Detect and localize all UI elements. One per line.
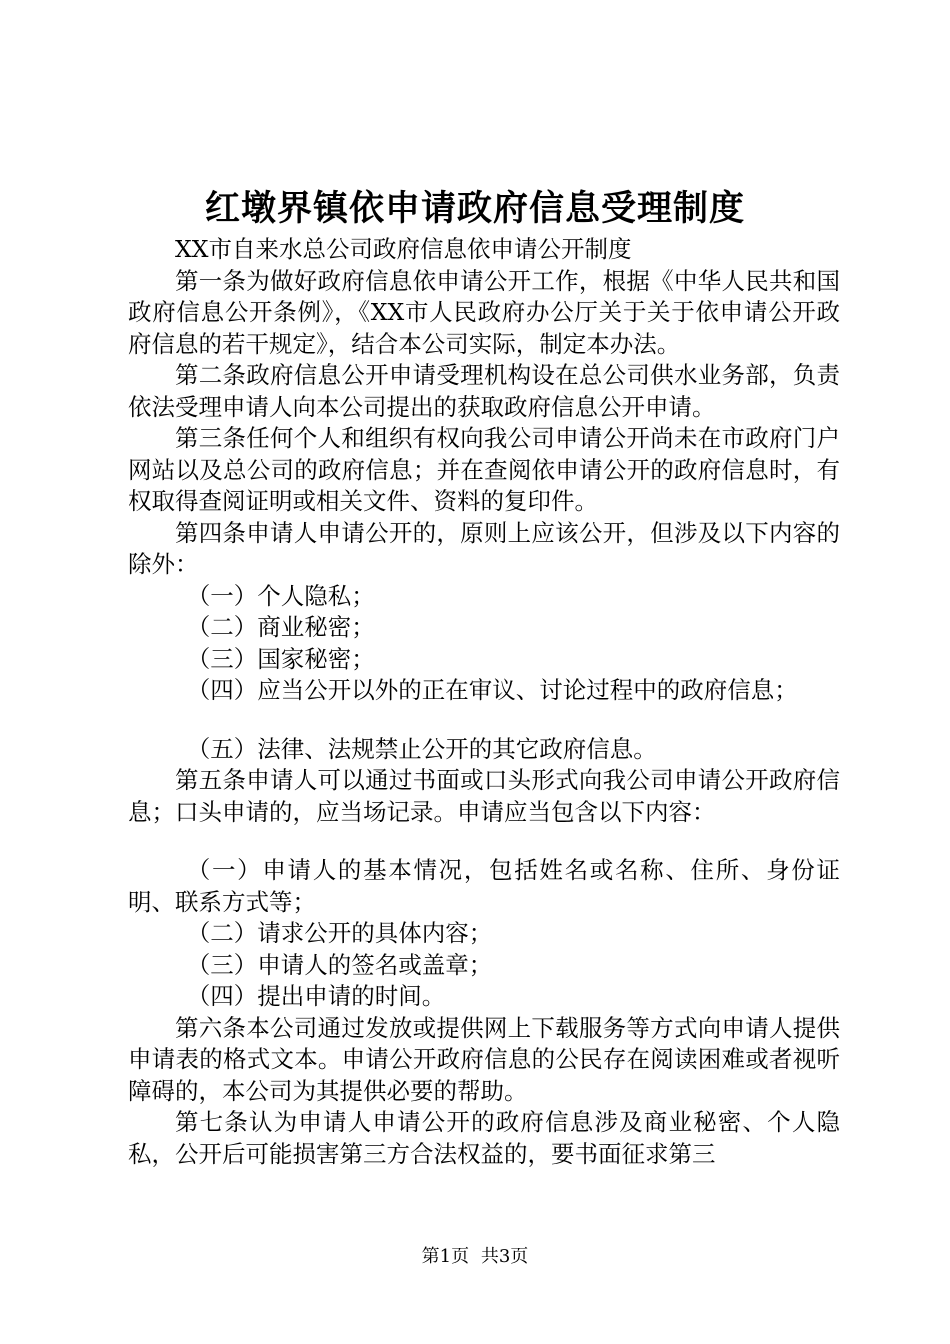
document-body <box>128 234 840 1170</box>
article-5-item-4: （四）提出申请的时间。 <box>186 982 446 1010</box>
document-title: 红墩界镇依申请政府信息受理制度 <box>204 188 745 229</box>
article-2-paragraph: 第二条政府信息公开申请受理机构设在总公司供水业务部，负责依法受理申请人向本公司提出的获取政府信息公开申请。 <box>128 361 840 421</box>
article-5-item-3: （三）申请人的签名或盖章； <box>186 950 493 979</box>
article-4-item-5: （五）法律、法规禁止公开的其它政府信息。 <box>186 734 657 763</box>
page-number: 第1页 <box>421 1246 470 1267</box>
article-4-item-3: （三）国家秘密； <box>186 644 375 673</box>
article-5-paragraph: 第五条申请人可以通过书面或口头形式向我公司申请公开政府信息；口头申请的，应当场记录。申请应当包含以下内容： <box>128 766 840 826</box>
article-5-item-1: （一）申请人的基本情况，包括姓名或名称、住所、身份证明、联系方式等； <box>128 856 840 916</box>
article-6-paragraph: 第六条本公司通过发放或提供网上下载服务等方式向申请人提供申请表的格式文本。申请公开政府信息的公民存在阅读困难或者视听障碍的，本公司为其提供必要的帮助。 <box>128 1013 840 1105</box>
article-4-paragraph: 第四条申请人申请公开的，原则上应该公开，但涉及以下内容的除外： <box>128 518 840 578</box>
page-footer <box>0 1245 950 1269</box>
page-total: 共3页 <box>480 1246 529 1267</box>
subtitle-paragraph: XX市自来水总公司政府信息依申请公开制度 <box>175 235 632 263</box>
article-4-item-1: （一）个人隐私； <box>186 581 375 610</box>
article-7-paragraph: 第七条认为申请人申请公开的政府信息涉及商业秘密、个人隐私，公开后可能损害第三方合法权益的，要书面征求第三 <box>128 1108 840 1168</box>
article-4-item-2: （二）商业秘密； <box>186 613 375 641</box>
article-1-paragraph: 第一条为做好政府信息依申请公开工作，根据《中华人民共和国政府信息公开条例》，《XX市人民政府办公厅关于关于依申请公开政府信息的若干规定》，结合本公司实际，制定本办法。 <box>128 266 840 358</box>
article-5-item-2: （二）请求公开的具体内容； <box>186 919 493 947</box>
article-4-item-4: （四）应当公开以外的正在审议、讨论过程中的政府信息； <box>186 676 798 704</box>
article-3-paragraph: 第三条任何个人和组织有权向我公司申请公开尚未在市政府门户网站以及总公司的政府信息；并在查阅依申请公开的政府信息时，有权取得查阅证明或相关文件、资料的复印件。 <box>128 424 840 515</box>
